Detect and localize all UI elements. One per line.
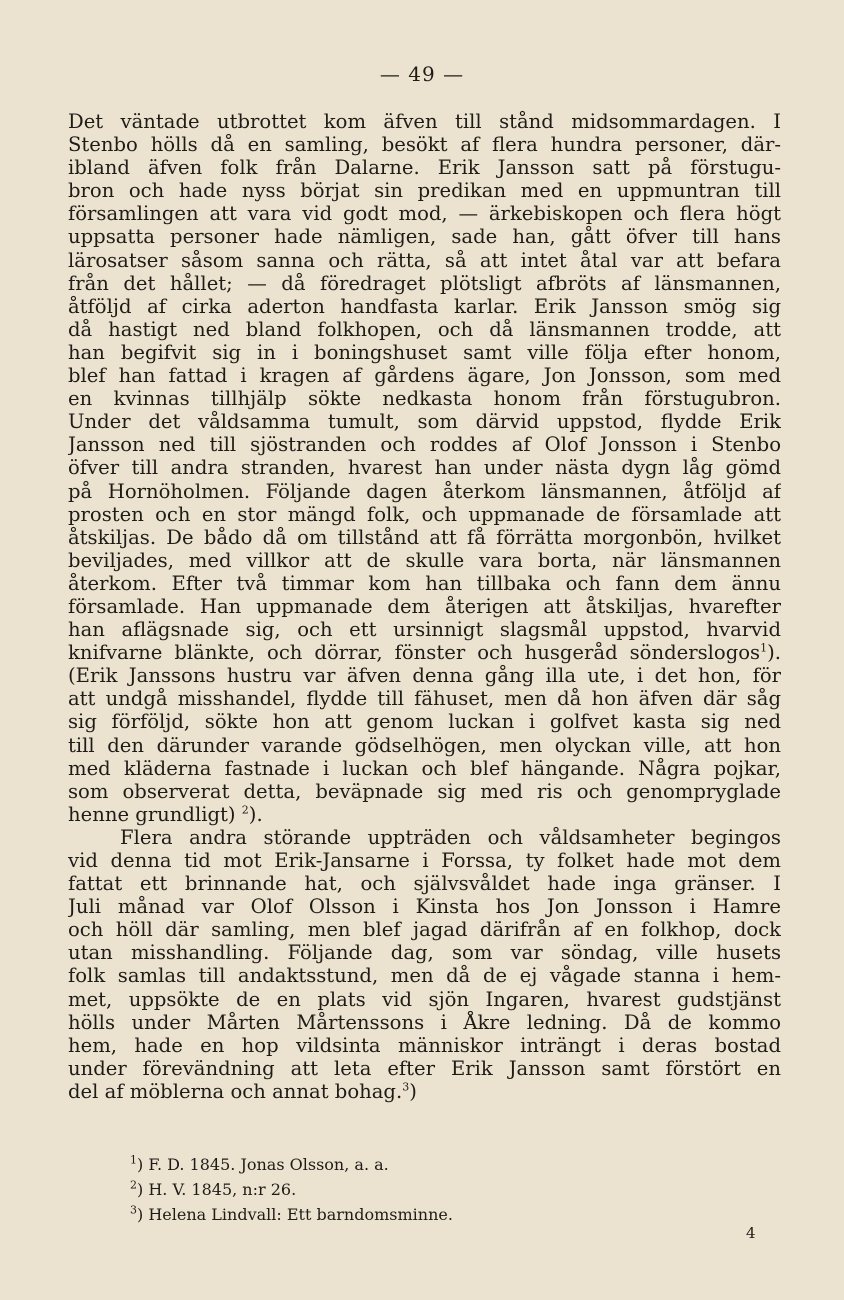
- text-line-10: då hastigt ned bland folkhopen, och då länsmannen trodde, att: [68, 317, 781, 341]
- text-line-39: met, uppsökte de en plats vid sjön Ingaren, hvarest gudstjänst: [68, 987, 781, 1011]
- text-line-33: vid denna tid mot Erik-Jansarne i Forssa, ty folket hade mot dem: [68, 849, 781, 872]
- text-line-13: en kvinnas tillhjälp sökte nedkasta honom från förstugubron.: [68, 387, 781, 411]
- text-line-18: prosten och en stor mängd folk, och uppmanade de församlade att: [68, 502, 781, 526]
- text-line-11: han begifvit sig in i boningshuset samt ville följa efter honom,: [68, 340, 781, 364]
- text-line-32: Flera andra störande uppträden och våldsamheter begingos: [120, 825, 781, 849]
- text-line-30: som observerat detta, beväpnade sig med ris och genompryglade: [68, 779, 781, 803]
- text-line-16: öfver till andra stranden, hvarest han under nästa dygn låg gömd: [68, 456, 781, 480]
- page-number-header: — 49 —: [379, 62, 465, 86]
- text-line-25: (Erik Janssons hustru var äfven denna gång illa ute, i det hon, för: [68, 664, 781, 688]
- footnote-mark: 1: [130, 1153, 137, 1167]
- footnote-ref-1-close: ).: [767, 641, 781, 665]
- text-line-17: på Hornöholmen. Följande dagen återkom länsmannen, åtföljd af: [68, 479, 781, 503]
- footnote-ref-3-close: ): [409, 1079, 417, 1103]
- text-line-26: att undgå misshandel, flydde till fähuset, men då hon äfven där såg: [68, 687, 781, 711]
- text-line-4: bron och hade nyss börjat sin predikan med en uppmuntran till: [68, 179, 781, 203]
- footnote-mark-paren: ): [137, 1180, 144, 1199]
- text-line-14: Under det våldsamma tumult, som därvid uppstod, flydde Erik: [68, 410, 781, 434]
- text-line-19: åtskiljas. De bådo då om tillstånd att få förrätta morgonbön, hvilket: [68, 525, 781, 549]
- text-line-42: under förevändning att leta efter Erik Jansson samt förstört en: [68, 1056, 781, 1080]
- text-line-5: församlingen att vara vid godt mod, — ärkebiskopen och flera högt: [68, 202, 781, 226]
- text-line-24-text: knifvarne blänkte, och dörrar, fönster och husgeråd sönderslogos: [68, 641, 761, 665]
- text-line-23: han aflägsnade sig, och ett ursinnigt slagsmål uppstod, hvarvid: [68, 618, 781, 642]
- body-text: [68, 110, 781, 1103]
- text-line-43: [68, 1080, 781, 1103]
- footnote-text: F. D. 1845. Jonas Olsson, a. a.: [148, 1155, 389, 1174]
- text-line-35: Juli månad var Olof Olsson i Kinsta hos Jon Jonsson i Hamre: [68, 895, 781, 919]
- footnote-ref-2: 2: [241, 803, 249, 817]
- text-line-31: [68, 803, 781, 826]
- footnote-3: [130, 1202, 630, 1227]
- footnote-text: H. V. 1845, n:r 26.: [148, 1180, 297, 1199]
- footnote-text: Helena Lindvall: Ett barndomsminne.: [148, 1205, 453, 1224]
- text-line-38: folk samlas till andaktsstund, men då de ej vågade stanna i hem-: [68, 964, 781, 988]
- footnote-mark: 2: [130, 1178, 137, 1192]
- text-line-21: återkom. Efter två timmar kom han tillbaka och fann dem ännu: [68, 571, 781, 595]
- text-line-41: hem, hade en hop vildsinta människor inträngt i deras bostad: [68, 1033, 781, 1057]
- text-line-8: från det hållet; — då föredraget plötsligt afbröts af länsmannen,: [68, 271, 781, 295]
- text-line-31-text: henne grundligt): [68, 802, 236, 826]
- text-line-27: sig förföljd, sökte hon att genom luckan i golfvet kasta sig ned: [68, 710, 781, 734]
- text-line-12: blef han fattad i kragen af gårdens ägare, Jon Jonsson, som med: [68, 364, 781, 388]
- text-line-22: församlade. Han uppmanade dem återigen att åtskiljas, hvarefter: [68, 594, 781, 618]
- text-line-2: Stenbo hölls då en samling, besökt af flera hundra personer, där-: [68, 133, 781, 157]
- text-line-34: fattat ett brinnande hat, och självsvåldet hade inga gränser. I: [68, 872, 781, 896]
- text-line-15: Jansson ned till sjöstranden och roddes af Olof Jonsson i Stenbo: [68, 433, 781, 457]
- text-line-6: uppsatta personer hade nämligen, sade han, gått öfver till hans: [68, 225, 781, 249]
- text-line-28: till den därunder varande gödselhögen, men olyckan ville, att hon: [68, 733, 781, 757]
- footnote-ref-3: 3: [402, 1080, 410, 1094]
- text-line-3: ibland äfven folk från Dalarne. Erik Jansson satt på förstugu-: [68, 156, 781, 180]
- footnote-mark: 3: [130, 1203, 137, 1217]
- footnote-mark-paren: ): [137, 1205, 144, 1224]
- text-line-20: beviljades, med villkor att de skulle vara borta, när länsmannen: [68, 548, 781, 572]
- text-line-9: åtföljd af cirka aderton handfasta karlar. Erik Jansson smög sig: [68, 294, 781, 318]
- footnote-1: [130, 1152, 630, 1177]
- text-line-37: utan misshandling. Följande dag, som var söndag, ville husets: [68, 941, 781, 965]
- text-line-43-text: del af möblerna och annat bohag.: [68, 1079, 403, 1103]
- text-line-36: och höll där samling, men blef jagad därifrån af en folkhop, dock: [68, 918, 781, 942]
- signature-mark: 4: [746, 1224, 756, 1242]
- footnote-2: [130, 1177, 630, 1202]
- text-line-24: [68, 641, 781, 664]
- text-line-1: Det väntade utbrottet kom äfven till stånd midsommardagen. I: [68, 110, 781, 133]
- text-line-7: lärosatser såsom sanna och rätta, så att intet åtal var att befara: [68, 248, 781, 272]
- footnotes: [130, 1152, 630, 1227]
- footnote-ref-2-close: ).: [248, 802, 263, 826]
- text-line-29: med kläderna fastnade i luckan och blef hängande. Några pojkar,: [68, 756, 781, 780]
- text-line-40: hölls under Mårten Mårtenssons i Åkre ledning. Då de kommo: [68, 1010, 781, 1034]
- footnote-ref-1: 1: [760, 641, 768, 655]
- footnote-mark-paren: ): [137, 1155, 144, 1174]
